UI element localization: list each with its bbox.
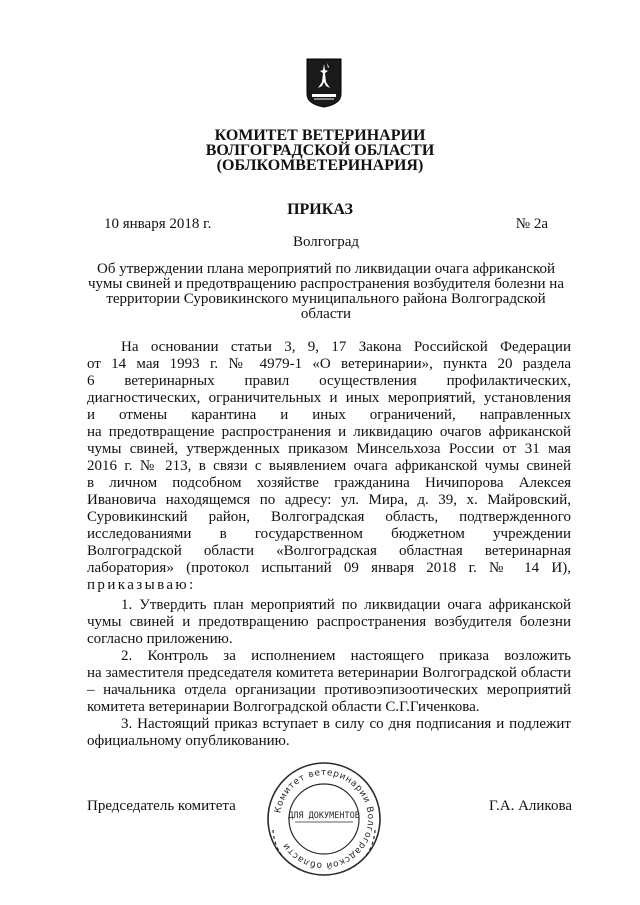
body-line: чумы свиней и предотвращению распространения возбудителя болезни [87,614,571,630]
body-line: Ивановича находящемся по адресу: ул. Мира, д. 39, х. Майровский, [87,492,571,508]
body-line: на предотвращение распространения и ликвидацию очагов африканской [87,424,571,440]
body-line: На основании статьи 3, 9, 17 Закона Российской Федерации [121,339,571,355]
body-line: – начальника отдела организации противоэпизоотических мероприятий [87,682,571,698]
body-line: Суровикинский район, Волгоградская область, подтвержденного [87,509,571,525]
body-line: на заместителя председателя комитета ветеринарии Волгоградской области [87,665,571,681]
order-title: ПРИКАЗ [287,201,353,218]
order-number: № 2а [515,216,548,232]
coat-of-arms-icon [306,58,342,108]
body-line: комитета ветеринарии Волгоградской области С.Г.Гиченкова. [87,699,480,715]
body-line: 2016 г. № 213, в связи с выявлением очага африканской чумы свиней [87,458,571,474]
svg-text:Комитет ветеринарии Волгоградс: Комитет ветеринарии Волгоградской области [273,767,376,871]
body-line: 2. Контроль за исполнением настоящего приказа возложить [121,648,571,664]
svg-text:ДЛЯ ДОКУМЕНТОВ: ДЛЯ ДОКУМЕНТОВ [288,811,360,821]
order-subject: Об утверждении плана мероприятий по ликвидации очага африканской чумы свиней и предотвращению распространения возбудителя болезни на территории Суровикинского муниципального района Волгоградской области [88,261,564,322]
signer-name: Г.А. Аликова [489,798,572,814]
org-name-line-3: (ОБЛКОМВЕТЕРИНАРИЯ) [216,157,424,174]
body-line: Волгоградской области «Волгоградская областная ветеринарная [87,543,571,559]
body-line: 6 ветеринарных правил осуществления профилактических, [87,373,571,389]
body-line: 3. Настоящий приказ вступает в силу со дня подписания и подлежит [121,716,571,732]
body-line-order-word: приказываю: [87,577,196,593]
body-line: лаборатория» (протокол испытаний 09 января 2018 г. № 14 И), [87,560,571,576]
body-line: исследованиями в государственном бюджетном учреждении [87,526,571,542]
order-city: Волгоград [292,234,359,250]
org-name-line-1: КОМИТЕТ ВЕТЕРИНАРИИ [214,127,426,144]
body-line: и отмены карантина и иных ограничений, направленных [87,407,571,423]
signer-position: Председатель комитета [87,798,236,814]
body-line: официальному опубликованию. [87,733,290,749]
official-stamp [265,760,383,878]
body-line: в личном подсобном хозяйстве гражданина Ничипорова Алексея [87,475,571,491]
body-line: диагностических, ограничительных и иных мероприятий, установления [87,390,571,406]
body-line: 1. Утвердить план мероприятий по ликвидации очага африканской [121,597,571,613]
order-date: 10 января 2018 г. [104,216,212,232]
body-line: от 14 мая 1993 г. № 4979-1 «О ветеринарии», пункта 20 раздела [87,356,571,372]
body-line: чумы свиней, утвержденных приказом Минсельхоза России от 31 мая [87,441,571,457]
body-line: согласно приложению. [87,631,233,647]
org-name-line-2: ВОЛГОГРАДСКОЙ ОБЛАСТИ [205,142,435,159]
